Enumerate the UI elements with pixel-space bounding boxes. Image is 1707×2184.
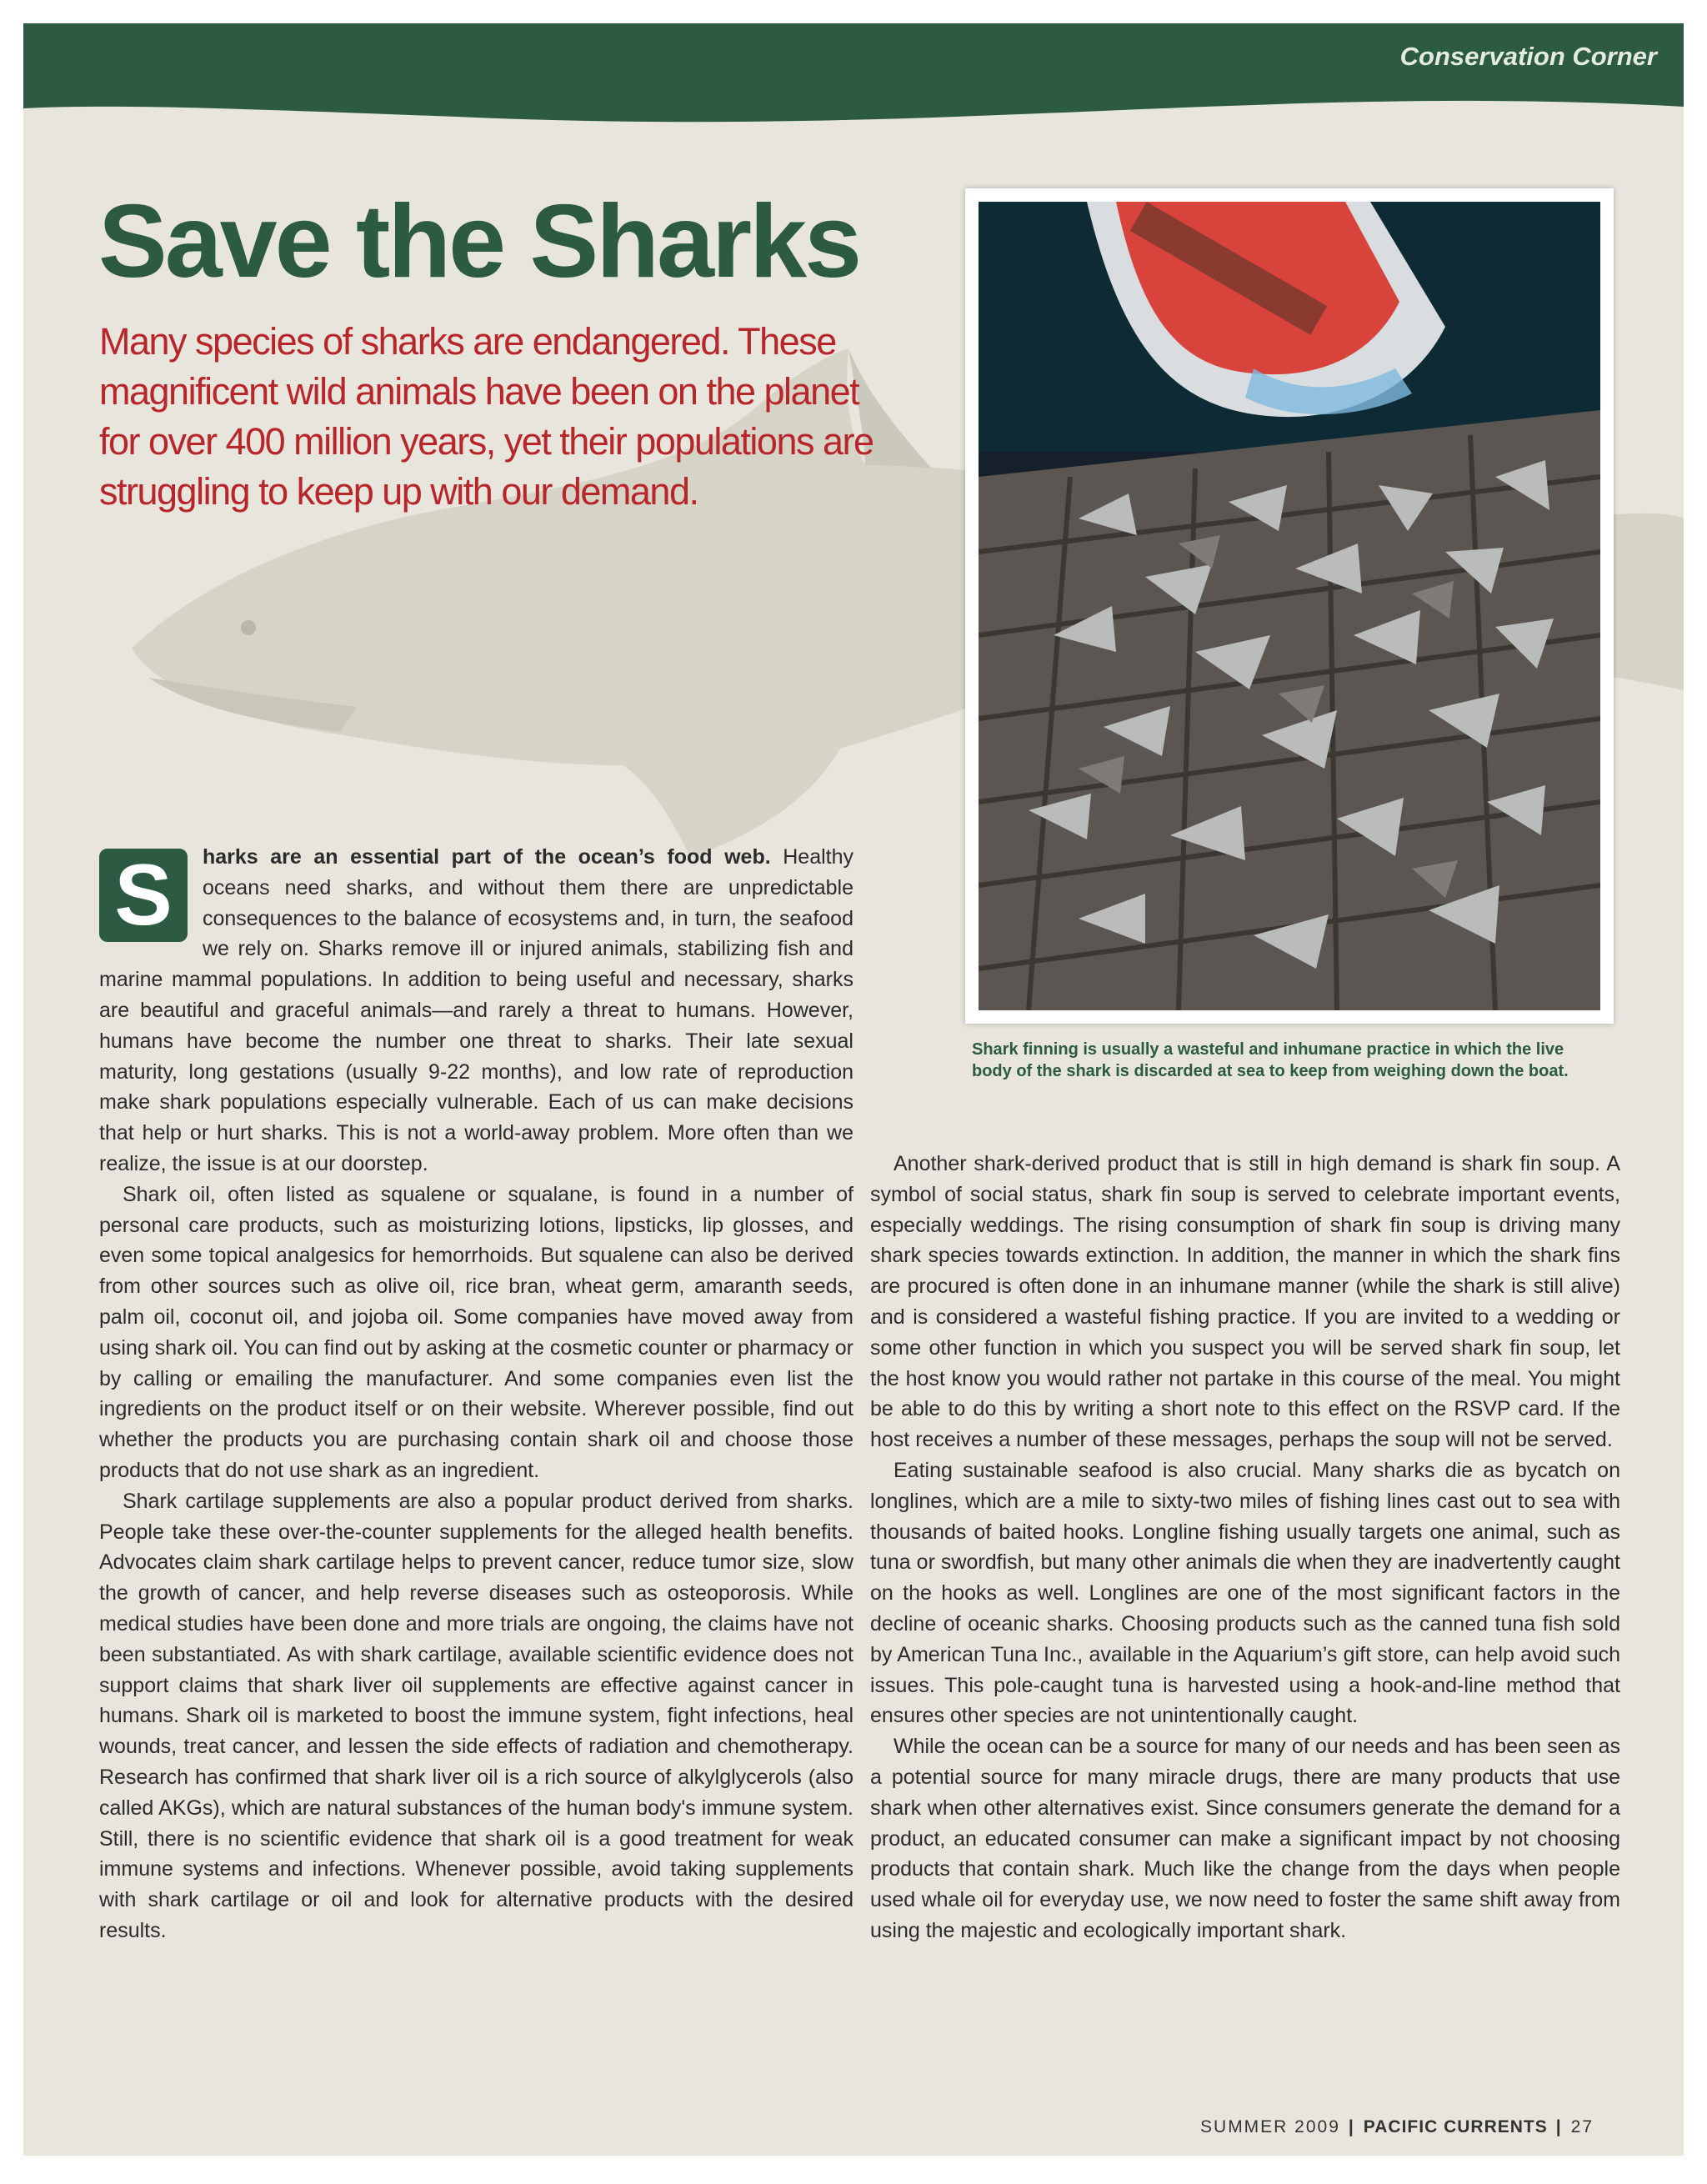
footer-separator: |	[1348, 2117, 1355, 2136]
section-label: Conservation Corner	[1399, 42, 1657, 71]
page-number: 27	[1570, 2117, 1594, 2136]
article-paragraph: While the ocean can be a source for many of our needs and has been seen as a potential source for many miracle drugs, there are many products that use shark when other alternatives exist. Since consumers generate the demand for a product, an educated consumer can make a significant impact by not choosing products that contain shark. Much like the change from the days when people used whale oil for everyday use, we now need to foster the same shift away from using the majestic and ecologically important shark.	[870, 1735, 1620, 1942]
article-paragraph: Eating sustainable seafood is also crucial. Many sharks die as bycatch on longlines, which are a mile to sixty-two miles of fishing lines cast out to sea with thousands of baited hooks. Longline fishing usually targets one animal, such as tuna or swordfish, but many other animals die when they are inadvertently caught on the hooks as well. Longlines are one of the most significant factors in the decline of oceanic sharks. Choosing products such as the canned tuna fish sold by American Tuna Inc., available in the Aquarium’s gift store, can help avoid such issues. This pole-caught tuna is harvested using a hook-and-line method that ensures other species are not unintentionally caught.	[870, 1458, 1620, 1728]
article-paragraph	[99, 842, 854, 1180]
shark-fins-on-dock-photo	[979, 202, 1600, 1010]
paragraph-text: Healthy oceans need sharks, and without them there are unpredictable consequences to the balance of ecosystems and, in turn, the seafood we rely on. Sharks remove ill or injured animals, stabilizing fish and marine mammal populations. In addition to being useful and necessary, sharks are beautiful and graceful animals—and rarely a threat to humans. However, humans have become the number one threat to sharks. Their late sexual maturity, long gestations (usually 9-22 months), and low rate of reproduction make shark populations especially vulnerable. Each of us can make decisions that help or hurt sharks. This is not a world-away problem. More often than we realize, the issue is at our doorstep.	[99, 845, 854, 1175]
footer-separator: |	[1555, 2117, 1563, 2136]
article-paragraph: Shark oil, often listed as squalene or squalane, is found in a number of personal care products, such as moisturizing lotions, lipsticks, lip glosses, and even some topical analgesics for hemorrhoids. But squalene can also be derived from other sources such as olive oil, rice bran, wheat germ, amaranth seeds, palm oil, coconut oil, and jojoba oil. Some companies have moved away from using shark oil. You can find out by asking at the cosmetic counter or pharmacy or by calling or emailing the manufacturer. And some companies even list the ingredients on the product itself or on their website. Wherever possible, find out whether the products you are purchasing contain shark oil and choose those products that do not use shark as an ingredient.	[99, 1182, 854, 1482]
lead-sentence: harks are an essential part of the ocean’s food web.	[203, 845, 771, 869]
page-footer	[1200, 2117, 1594, 2137]
article-column-right	[870, 1149, 1620, 1946]
section-banner	[23, 23, 1684, 132]
photo-caption: Shark finning is usually a wasteful and inhumane practice in which the live body of the shark is discarded at sea to keep from weighing down the boat.	[972, 1040, 1569, 1080]
article-paragraph: Another shark-derived product that is still in high demand is shark fin soup. A symbol of social status, shark fin soup is served to celebrate important events, especially weddings. The rising consumption of shark fin soup is driving many shark species towards extinction. In addition, the manner in which the shark fins are procured is often done in an inhumane manner (while the shark is still alive) and is considered a wasteful fishing practice. If you are invited to a wedding or some other function in which you suspect you will be served shark fin soup, let the host know you would rather not partake in this course of the meal. You might be able to do this by writing a short note to this effect on the RSVP card. If the host receives a number of these messages, perhaps the soup will not be served.	[870, 1152, 1620, 1452]
drop-cap: S	[99, 849, 188, 942]
article-title: Save the Sharks	[98, 184, 860, 299]
magazine-page	[23, 23, 1684, 2156]
issue-season: SUMMER 2009	[1200, 2117, 1340, 2136]
photo-frame	[965, 188, 1614, 1024]
article-subtitle: Many species of sharks are endangered. These magnificent wild animals have been on the planet for over 400 million years, yet their populations are struggling to keep up with our demand.	[99, 320, 874, 513]
article-column-left	[99, 842, 854, 1946]
article-paragraph: Shark cartilage supplements are also a popular product derived from sharks. People take these over-the-counter supplements for the alleged health benefits. Advocates claim shark cartilage helps to prevent cancer, reduce tumor size, slow the growth of cancer, and help reverse diseases such as osteoporosis. While medical studies have been done and more trials are ongoing, the claims have not been substantiated. As with shark cartilage, available scientific evidence does not support claims that shark liver oil supplements are effective against cancer in humans. Shark oil is marketed to boost the immune system, fight infections, heal wounds, treat cancer, and lessen the side effects of radiation and chemotherapy. Research has confirmed that shark liver oil is a rich source of alkylglycerols (also called AKGs), which are natural substances of the human body's immune system. Still, there is no scientific evidence that shark oil is a good treatment for weak immune systems and infections. Whenever possible, avoid taking supplements with shark cartilage or oil and look for alternative products with the desired results.	[99, 1489, 854, 1942]
magazine-name: PACIFIC CURRENTS	[1363, 2117, 1548, 2136]
